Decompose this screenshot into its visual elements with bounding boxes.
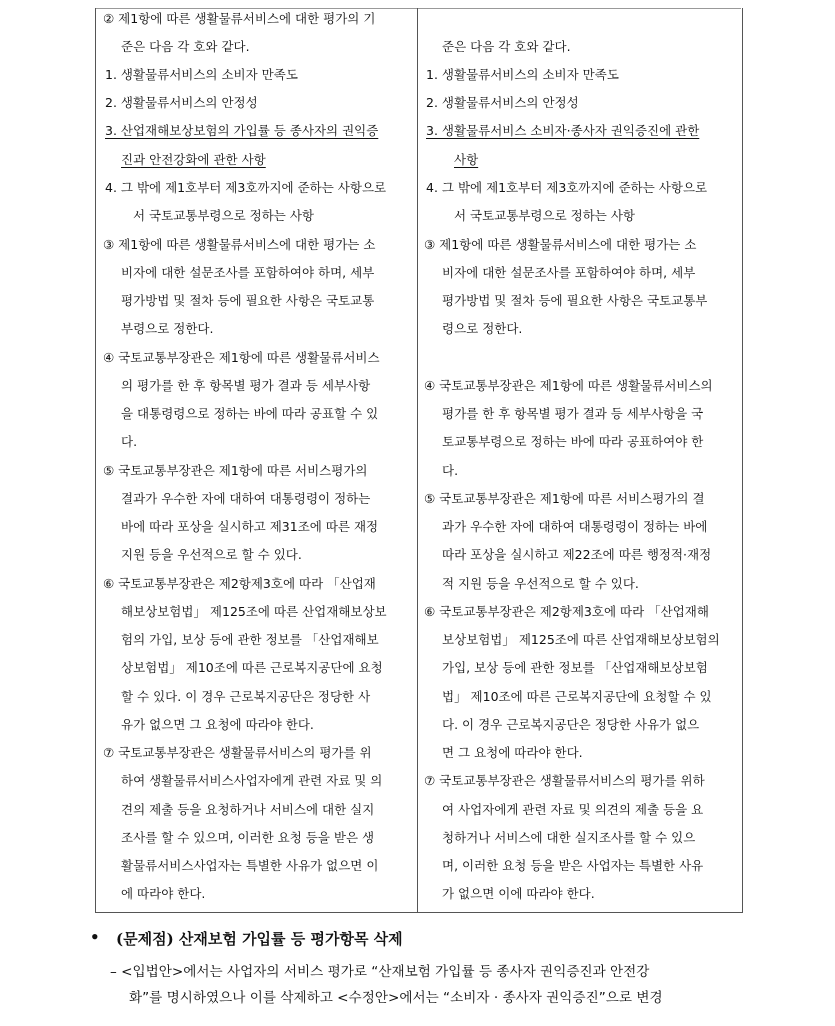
column-divider [417,8,418,912]
text-line: 지원 등을 우선적으로 할 수 있다. [121,547,302,562]
text-line: 령으로 정한다. [442,321,523,336]
text-line: 준은 다음 각 호와 같다. [121,39,250,54]
text-line: ⑤ 국토교통부장관은 제1항에 따른 서비스평가의 결 [424,491,705,506]
text-line: ⑦ 국토교통부장관은 생활물류서비스의 평가를 위하 [424,773,705,788]
text-line: 진과 안전강화에 관한 사항 [121,152,266,167]
text-line: 활물류서비스사업자는 특별한 사유가 없으면 이 [121,858,379,873]
text-line: 준은 다음 각 호와 같다. [442,39,571,54]
text-line: 험의 가입, 보상 등에 관한 정보를 「산업재해보 [121,632,379,647]
text-line: 비자에 대한 설문조사를 포함하여야 하며, 세부 [442,265,696,280]
text-line: 바에 따라 포상을 실시하고 제31조에 따른 재정 [121,519,379,534]
text-line: 사항 [454,152,479,167]
text-line: 서 국토교통부령으로 정하는 사항 [454,208,635,223]
text-line: 할 수 있다. 이 경우 근로복지공단은 정당한 사 [121,689,371,704]
text-line: 평가방법 및 절차 등에 필요한 사항은 국토교통부 [442,293,708,308]
text-line: 서 국토교통부령으로 정하는 사항 [133,208,314,223]
text-line: 평가를 한 후 항목별 평가 결과 등 세부사항을 국 [442,406,704,421]
text-line: 3. 산업재해보상보험의 가입률 등 종사자의 권익증 [105,123,379,138]
text-line: 가 없으면 이에 따라야 한다. [442,886,595,901]
text-line: 2. 생활물류서비스의 안정성 [426,95,579,110]
text-line: 청하거나 서비스에 대한 실지조사를 할 수 있으 [442,830,696,845]
text-line: 적 지원 등을 우선적으로 할 수 있다. [442,576,639,591]
text-line: 부령으로 정한다. [121,321,214,336]
text-line: 다. [121,434,138,449]
text-line: 상보험법」 제10조에 따른 근로복지공단에 요청 [121,660,383,675]
text-line: 1. 생활물류서비스의 소비자 만족도 [105,67,298,82]
problem-heading [90,928,810,952]
text-line: 4. 그 밖에 제1호부터 제3호까지에 준하는 사항으로 [105,180,387,195]
text-line: 따라 포상을 실시하고 제22조에 따른 행정적·재정 [442,547,712,562]
text-line: ⑦ 국토교통부장관은 생활물류서비스의 평가를 위 [103,745,372,760]
text-line: 해보상보험법」 제125조에 따른 산업재해보상보 [121,604,387,619]
text-line: ② 제1항에 따른 생활물류서비스에 대한 평가의 기 [103,11,376,26]
text-line: 에 따라야 한다. [121,886,206,901]
text-line: 여 사업자에게 관련 자료 및 의견의 제출 등을 요 [442,802,704,817]
text-line: 결과가 우수한 자에 대하여 대통령령이 정하는 [121,491,371,506]
bullet-icon: • [90,928,100,946]
text-line: 조사를 할 수 있으며, 이러한 요청 등을 받은 생 [121,830,375,845]
text-line: 다. [442,463,459,478]
text-line: 보상보험법」 제125조에 따른 산업재해보상보험의 [442,632,720,647]
problem-heading-text: (문제점) 산재보험 가입률 등 평가항목 삭제 [116,930,403,948]
text-line: 과가 우수한 자에 대하여 대통령령이 정하는 바에 [442,519,708,534]
note-line-2: 화”를 명시하였으나 이를 삭제하고 <수정안>에서는 “소비자 · 종사자 권익증진”으로 변경 [129,990,663,1006]
text-line: 비자에 대한 설문조사를 포함하여야 하며, 세부 [121,265,375,280]
text-line: 법」 제10조에 따른 근로복지공단에 요청할 수 있 [442,689,712,704]
text-line: 을 대통령령으로 정하는 바에 따라 공표할 수 있 [121,406,379,421]
text-line: 3. 생활물류서비스 소비자·종사자 권익증진에 관한 [426,123,700,138]
text-line: 2. 생활물류서비스의 안정성 [105,95,258,110]
text-line: 유가 없으면 그 요청에 따라야 한다. [121,717,314,732]
text-line: 면 그 요청에 따라야 한다. [442,745,583,760]
text-line: 토교통부령으로 정하는 바에 따라 공표하여야 한 [442,434,704,449]
text-line: 1. 생활물류서비스의 소비자 만족도 [426,67,619,82]
text-line: ③ 제1항에 따른 생활물류서비스에 대한 평가는 소 [424,237,697,252]
text-line: 다. 이 경우 근로복지공단은 정당한 사유가 없으 [442,717,700,732]
text-line: 하여 생활물류서비스사업자에게 관련 자료 및 의 [121,773,383,788]
text-line: 며, 이러한 요청 등을 받은 사업자는 특별한 사유 [442,858,704,873]
text-line: 평가방법 및 절차 등에 필요한 사항은 국토교통 [121,293,375,308]
text-line: 의 평가를 한 후 항목별 평가 결과 등 세부사항 [121,378,371,393]
note-line-1: – <입법안>에서는 사업자의 서비스 평가로 “산재보험 가입률 등 종사자 권익증진과 안전강 [110,964,650,980]
text-line: ⑤ 국토교통부장관은 제1항에 따른 서비스평가의 [103,463,368,478]
text-line: ⑥ 국토교통부장관은 제2항제3호에 따라 「산업재해 [424,604,709,619]
text-line: ⑥ 국토교통부장관은 제2항제3호에 따라 「산업재 [103,576,376,591]
text-line: ③ 제1항에 따른 생활물류서비스에 대한 평가는 소 [103,237,376,252]
text-line: 가입, 보상 등에 관한 정보를 「산업재해보상보험 [442,660,708,675]
text-line: 4. 그 밖에 제1호부터 제3호까지에 준하는 사항으로 [426,180,708,195]
text-line: ④ 국토교통부장관은 제1항에 따른 생활물류서비스 [103,350,380,365]
text-line: ④ 국토교통부장관은 제1항에 따른 생활물류서비스의 [424,378,713,393]
text-line: 견의 제출 등을 요청하거나 서비스에 대한 실지 [121,802,375,817]
